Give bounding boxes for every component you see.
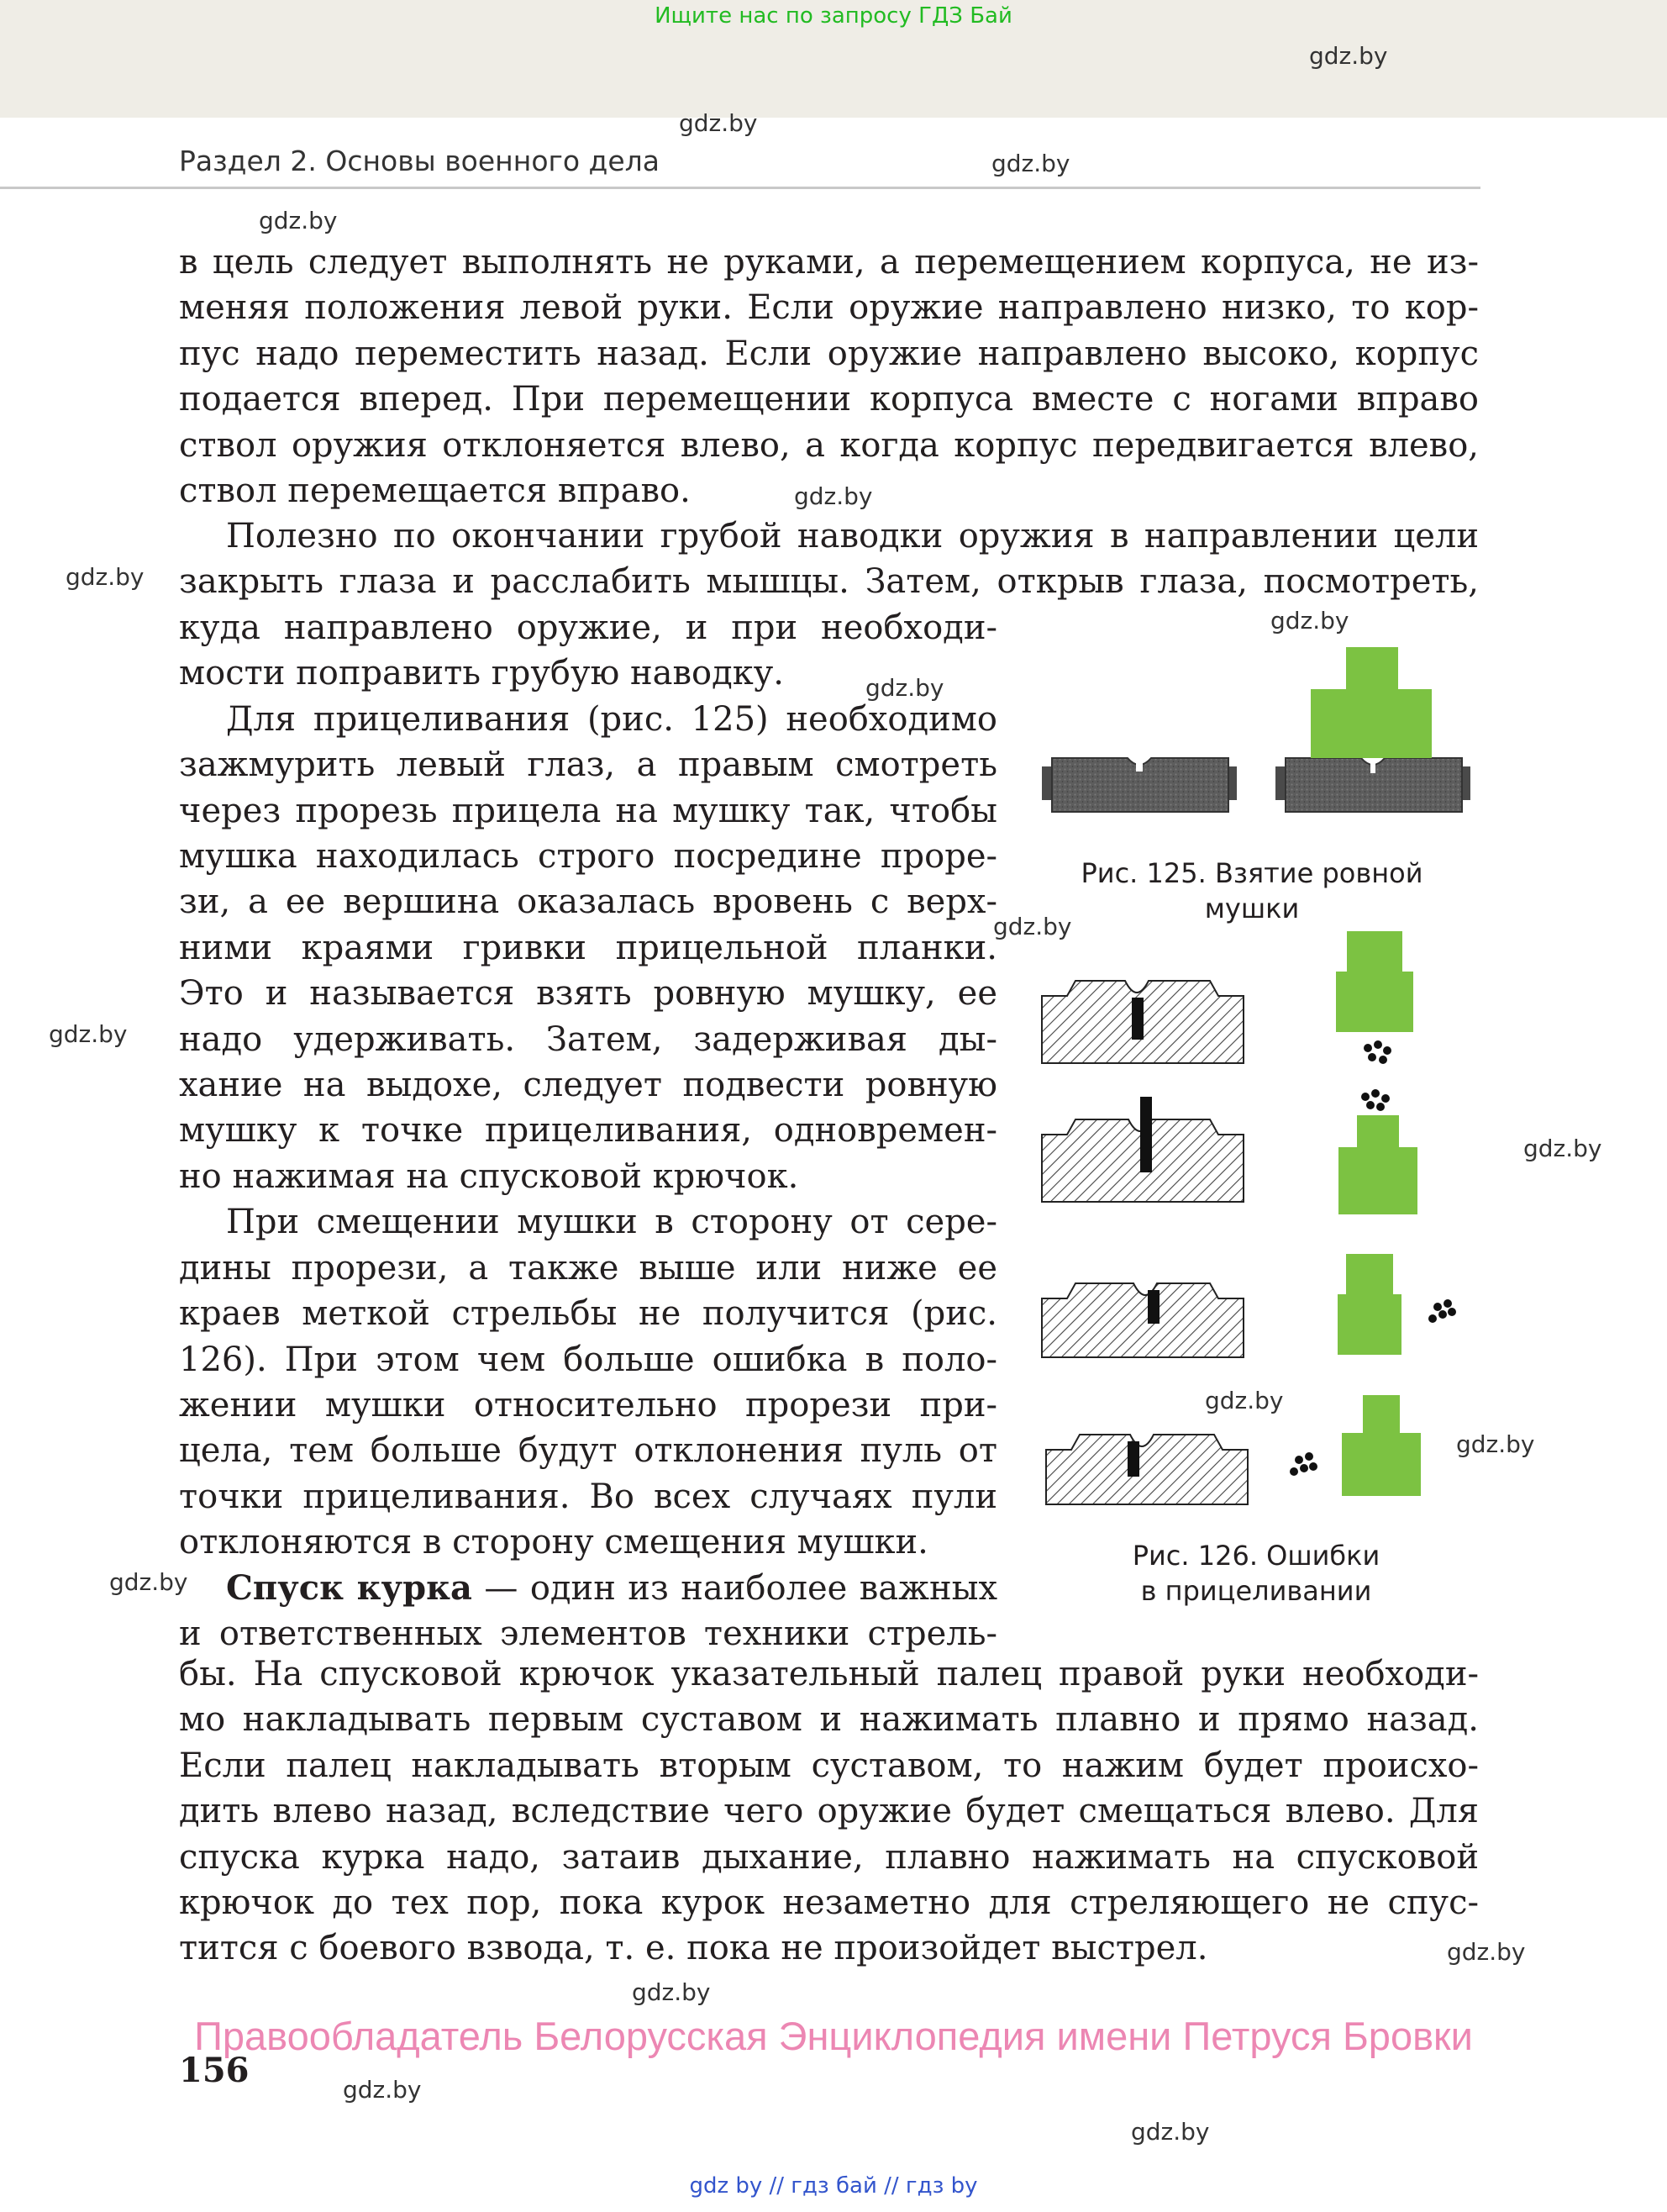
text-line: дины прорези, а также выше или ниже ее [179, 1248, 997, 1288]
copyright-notice: Правообладатель Белорусская Энциклопедия имени Петруся Бровки [194, 2014, 1473, 2058]
rear-sight-left [1042, 758, 1237, 812]
text-line: мушка находилась строго посредине проре- [179, 837, 997, 877]
watermark: gdz.by [343, 2076, 422, 2104]
watermark: gdz.by [794, 482, 873, 510]
text-line: мо накладывать первым суставом и нажимать плавно и прямо назад. [179, 1700, 1479, 1740]
watermark: gdz.by [259, 207, 338, 234]
watermark: gdz.by [1523, 1135, 1602, 1162]
error-row-4 [1046, 1395, 1421, 1504]
text-line: точки прицеливания. Во всех случаях пули [179, 1477, 997, 1516]
watermark: gdz.by [1131, 2118, 1210, 2146]
text-line: но нажимая на спусковой крючок. [179, 1156, 799, 1196]
header-divider [0, 187, 1480, 189]
text-line: в цель следует выполнять не руками, а перемещением корпуса, не из- [179, 243, 1479, 282]
watermark: gdz.by [1309, 42, 1388, 70]
text-line [179, 1566, 997, 1611]
text-line: жении мушки относительно прорези при- [179, 1385, 997, 1425]
text-line: меняя положения левой руки. Если оружие направлено низко, то кор- [179, 288, 1479, 328]
text-line: краев меткой стрельбы не получится (рис. [179, 1294, 997, 1334]
text-span: — один из наиболее важных [471, 1568, 998, 1608]
text-line: через прорезь прицела на мушку так, чтобы [179, 791, 997, 830]
text-line: дить влево назад, вследствие чего оружие будет смещаться влево. Для [179, 1792, 1479, 1831]
rear-sight-right [1275, 758, 1470, 812]
text-line: подается вперед. При перемещении корпуса вместе с ногами вправо [179, 380, 1479, 419]
text-line: пус надо переместить назад. Если оружие направлено высоко, корпус [179, 334, 1479, 373]
watermark: gdz.by [865, 674, 944, 702]
text-line: надо удерживать. Затем, задерживая ды- [179, 1019, 997, 1059]
running-head: Раздел 2. Основы военного дела [179, 145, 660, 177]
error-row-1 [1042, 931, 1413, 1064]
text-line: 126). При этом чем больше ошибка в поло- [179, 1340, 997, 1379]
text-line: отклоняются в сторону смещения мушки. [179, 1523, 928, 1562]
watermark: gdz.by [1447, 1938, 1526, 1966]
watermark: gdz.by [66, 563, 145, 591]
text-line: крючок до тех пор, пока курок незаметно для стреляющего не спус- [179, 1883, 1479, 1923]
footer-links[interactable]: gdz by // гдз бай // гдз by [689, 2173, 978, 2199]
text-line: мушку к точке прицеливания, одновремен- [179, 1111, 997, 1151]
text-line: бы. На спусковой крючок указательный палец правой руки необходи- [179, 1655, 1479, 1693]
text-line: Полезно по окончании грубой наводки оружия в направлении цели [226, 517, 1479, 556]
narrow-column [179, 605, 997, 1656]
watermark: gdz.by [632, 1978, 711, 2006]
term-trigger-pull: Спуск курка [226, 1567, 472, 1608]
text-line: хание на выдохе, следует подвести ровную [179, 1066, 997, 1105]
fig126-caption [1038, 1538, 1475, 1609]
front-sight-green [1311, 647, 1432, 758]
figure-125 [1033, 647, 1470, 832]
text-line: Для прицеливания (рис. 125) необходимо [226, 699, 997, 739]
text-line: закрыть глаза и расслабить мышцы. Затем, открыв глаза, посмотреть, [179, 562, 1479, 602]
text-line: При смещении мушки в сторону от сере- [226, 1203, 997, 1242]
text-line: ними краями гривки прицельной планки. [179, 928, 997, 967]
error-row-2 [1042, 1089, 1417, 1214]
text-line: Это и называется взять ровную мушку, ее [179, 974, 997, 1014]
paragraph-1 [179, 240, 1479, 514]
watermark: gdz.by [1205, 1387, 1284, 1414]
text-line: Если палец накладывать вторым суставом, то нажим будет происхо- [179, 1746, 1479, 1785]
error-row-3 [1042, 1254, 1456, 1357]
watermark: gdz.by [1270, 607, 1349, 635]
figure-126 [1038, 929, 1475, 1500]
caption-line: в прицеливании [1140, 1575, 1372, 1607]
watermark: gdz.by [109, 1568, 188, 1596]
caption-line: Рис. 126. Ошибки [1132, 1540, 1380, 1572]
text-line: зажмурить левый глаз, а правым смотреть [179, 745, 997, 785]
text-line: мости поправить грубую наводку. [179, 654, 784, 693]
watermark: gdz.by [991, 150, 1070, 177]
text-line: спуска курка надо, затаив дыхание, плавно нажимать на спусковой [179, 1837, 1479, 1877]
search-note: Ищите нас по запросу ГДЗ Бай [655, 3, 1012, 29]
text-line: тится с боевого взвода, т. е. пока не произойдет выстрел. [179, 1929, 1208, 1968]
watermark: gdz.by [49, 1020, 128, 1048]
page-number: 156 [179, 2051, 250, 2090]
paragraph-5 [179, 1651, 1479, 1972]
text-line: куда направлено оружие, и при необходи- [179, 608, 997, 647]
paragraph-2 [179, 514, 1479, 605]
watermark: gdz.by [993, 913, 1072, 940]
watermark: gdz.by [679, 109, 758, 137]
text-line: ствол оружия отклоняется влево, а когда корпус передвигается влево, [179, 425, 1479, 465]
text-line: и ответственных элементов техники стрель- [179, 1614, 997, 1653]
watermark: gdz.by [1456, 1430, 1535, 1458]
fig125-caption: Рис. 125. Взятие ровной мушки [1081, 857, 1423, 924]
text-line: цела, тем больше будут отклонения пуль от [179, 1431, 997, 1471]
text-line: ствол перемещается вправо. [179, 471, 691, 511]
text-line: зи, а ее вершина оказалась вровень с верх- [179, 882, 997, 922]
